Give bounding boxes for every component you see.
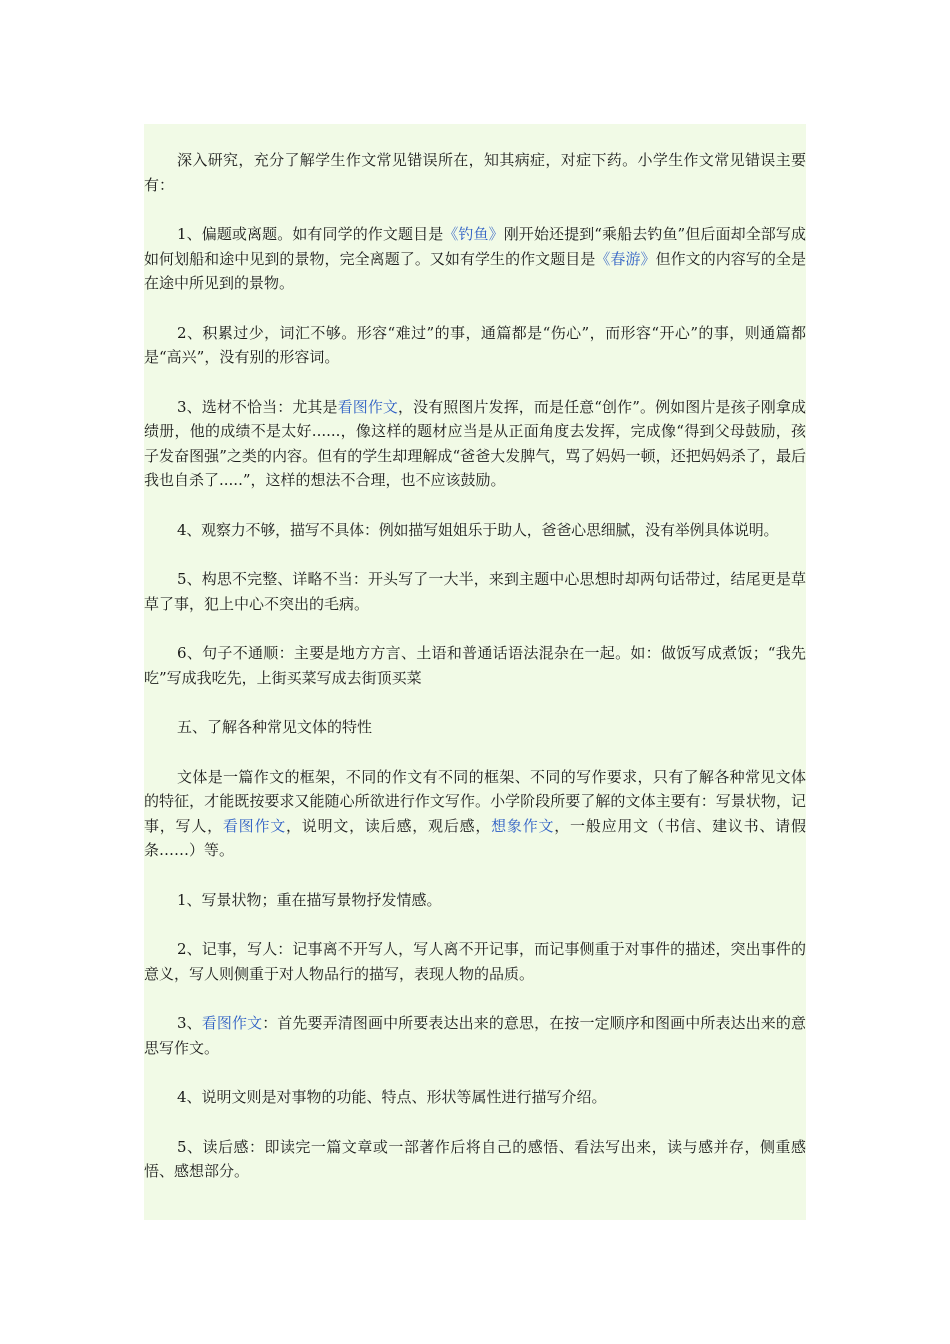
section-heading: 五、了解各种常见文体的特性 <box>177 718 373 736</box>
text-span: 3、选材不恰当：尤其是 <box>177 397 338 416</box>
text-span: 但作文的内容写的全是在途中所见到的景物。 <box>144 249 806 292</box>
paragraph-item-3 <box>144 395 806 493</box>
paragraph-intro: 深入研究，充分了解学生作文常见错误所在，知其病症，对症下药。小学生作文常见错误主要有： <box>144 151 806 194</box>
text-span: ，一般应用文（书信、建议书、请假条……）等。 <box>144 816 806 859</box>
paragraph-genre-5: 5、读后感：即读完一篇文章或一部著作后将自己的感悟、看法写出来，读与感并存，侧重感悟、感想部分。 <box>144 1137 806 1180</box>
paragraph-item-2: 2、积累过少，词汇不够。形容“难过”的事，通篇都是“伤心”，而形容“开心”的事，则通篇都是“高兴”，没有别的形容词。 <box>144 323 806 366</box>
text-span: 3、 <box>177 1014 202 1032</box>
link-picture-composition[interactable]: 看图作文 <box>222 816 287 835</box>
paragraph-genre-3 <box>144 1011 806 1060</box>
text-span: ，没有照图片发挥，而是任意“创作”。例如图片是孩子刚拿成绩册，他的成绩不是太好......，像这样的题材应当是从正面角度去发挥，完成像“得到父母鼓励，孩子发奋图强”之类的内容。但有的学生却理解成“爸爸大发脾气，骂了妈妈一顿，还把妈妈杀了，最后我也自杀了.....”，这样的想法不合理，也不应该鼓励。 <box>144 397 806 489</box>
paragraph-genre-1: 1、写景状物；重在描写景物抒发情感。 <box>177 890 442 909</box>
paragraph-item-1 <box>144 222 806 296</box>
text-span: ，说明文，读后感，观后感， <box>286 816 492 835</box>
paragraph-genres <box>144 765 806 863</box>
paragraph-genre-4: 4、说明文则是对事物的功能、特点、形状等属性进行描写介绍。 <box>177 1088 607 1106</box>
link-picture-composition[interactable]: 看图作文 <box>337 397 399 416</box>
link-fishing[interactable]: 《钓鱼》 <box>443 225 504 243</box>
link-picture-composition[interactable]: 看图作文 <box>201 1014 263 1032</box>
text-span: 1、偏题或离题。如有同学的作文题目是 <box>177 225 444 243</box>
text-span: 文体是一篇作文的框架，不同的作文有不同的框架、不同的写作要求，只有了解各种常见文体的特征，才能既按要求又能随心所欲进行作文写作。小学阶段所要了解的文体主要有：写景状物，记事，写人， <box>144 767 806 835</box>
link-spring-outing[interactable]: 《春游》 <box>595 249 656 268</box>
text-span: ：首先要弄清图画中所要表达出来的意思，在按一定顺序和图画中所表达出来的意思写作文。 <box>144 1014 806 1057</box>
text-span: 刚开始还提到“乘船去钓鱼”但后面却全部写成如何划船和途中见到的景物，完全离题了。又如有学生的作文题目是 <box>144 225 806 268</box>
paragraph-item-5: 5、构思不完整、详略不当：开头写了一大半，来到主题中心思想时却两句话带过，结尾更是草草了事，犯上中心不突出的毛病。 <box>144 570 806 613</box>
document-page <box>144 124 806 1220</box>
link-imaginative-composition[interactable]: 想象作文 <box>491 816 555 835</box>
paragraph-item-6: 6、句子不通顺：主要是地方方言、土语和普通话语法混杂在一起。如：做饭写成煮饭；“我先吃”写成我吃先，上街买菜写成去街顶买菜 <box>144 644 806 687</box>
paragraph-item-4: 4、观察力不够，描写不具体：例如描写姐姐乐于助人，爸爸心思细腻，没有举例具体说明。 <box>177 520 779 539</box>
document-content <box>144 148 806 1209</box>
paragraph-genre-2: 2、记事，写人：记事离不开写人，写人离不开记事，而记事侧重于对事件的描述，突出事件的意义，写人则侧重于对人物品行的描写，表现人物的品质。 <box>144 940 806 983</box>
